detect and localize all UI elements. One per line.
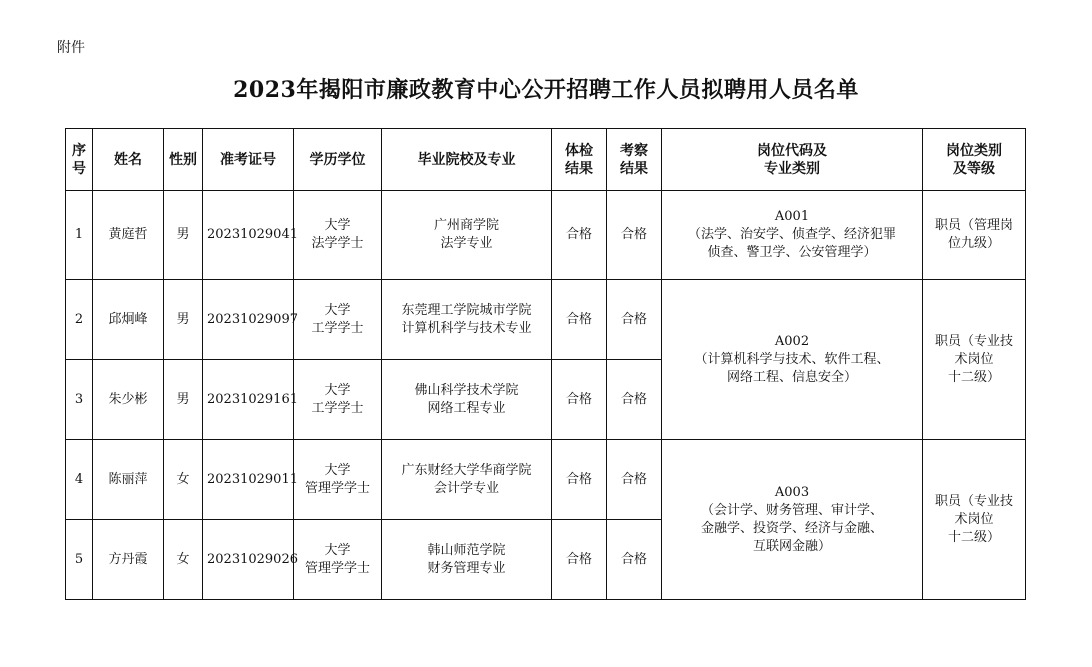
cell-no: 4: [66, 440, 93, 520]
candidate-table: [65, 128, 1026, 600]
cell-position-category: 职员（管理岗 位九级）: [923, 191, 1026, 280]
cell-name: 邱炯峰: [93, 280, 164, 360]
cell-medical: 合格: [552, 280, 607, 360]
table-header-row: [66, 129, 1026, 191]
header-name: 姓名: [93, 129, 164, 191]
document-title: 2023年揭阳市廉政教育中心公开招聘工作人员拟聘用人员名单: [233, 77, 859, 103]
cell-position-category: 职员（专业技 术岗位 十二级）: [923, 440, 1026, 600]
cell-exam-id: 20231029097: [203, 280, 294, 360]
cell-school: 佛山科学技术学院 网络工程专业: [382, 360, 552, 440]
cell-school: 广东财经大学华商学院 会计学专业: [382, 440, 552, 520]
cell-gender: 男: [164, 280, 203, 360]
cell-school: 广州商学院 法学专业: [382, 191, 552, 280]
table-row: [66, 280, 1026, 360]
cell-exam-id: 20231029041: [203, 191, 294, 280]
cell-education: 大学 工学学士: [294, 280, 382, 360]
cell-school: 东莞理工学院城市学院 计算机科学与技术专业: [382, 280, 552, 360]
cell-inspection: 合格: [607, 191, 662, 280]
cell-education: 大学 管理学学士: [294, 440, 382, 520]
header-position-category: 岗位类别 及等级: [923, 129, 1026, 191]
cell-no: 3: [66, 360, 93, 440]
header-gender: 性别: [164, 129, 203, 191]
cell-inspection: 合格: [607, 280, 662, 360]
cell-gender: 女: [164, 520, 203, 600]
header-medical: 体检 结果: [552, 129, 607, 191]
cell-inspection: 合格: [607, 360, 662, 440]
header-no: 序 号: [66, 129, 93, 191]
header-education: 学历学位: [294, 129, 382, 191]
header-position-code: 岗位代码及 专业类别: [662, 129, 923, 191]
cell-name: 黄庭哲: [93, 191, 164, 280]
cell-position-code: A001 （法学、治安学、侦查学、经济犯罪 侦查、警卫学、公安管理学）: [662, 191, 923, 280]
cell-medical: 合格: [552, 191, 607, 280]
cell-name: 朱少彬: [93, 360, 164, 440]
cell-gender: 男: [164, 360, 203, 440]
cell-gender: 男: [164, 191, 203, 280]
cell-medical: 合格: [552, 360, 607, 440]
cell-position-code: A003 （会计学、财务管理、审计学、 金融学、投资学、经济与金融、 互联网金融）: [662, 440, 923, 600]
table-row: [66, 191, 1026, 280]
cell-education: 大学 工学学士: [294, 360, 382, 440]
cell-school: 韩山师范学院 财务管理专业: [382, 520, 552, 600]
cell-exam-id: 20231029011: [203, 440, 294, 520]
cell-education: 大学 法学学士: [294, 191, 382, 280]
header-inspection: 考察 结果: [607, 129, 662, 191]
cell-name: 陈丽萍: [93, 440, 164, 520]
cell-position-category: 职员（专业技 术岗位 十二级）: [923, 280, 1026, 440]
cell-no: 2: [66, 280, 93, 360]
cell-exam-id: 20231029161: [203, 360, 294, 440]
cell-medical: 合格: [552, 520, 607, 600]
cell-inspection: 合格: [607, 520, 662, 600]
cell-inspection: 合格: [607, 440, 662, 520]
cell-no: 5: [66, 520, 93, 600]
cell-gender: 女: [164, 440, 203, 520]
cell-name: 方丹霞: [93, 520, 164, 600]
cell-no: 1: [66, 191, 93, 280]
header-exam-id: 准考证号: [203, 129, 294, 191]
attachment-label: 附件: [57, 40, 85, 56]
header-school: 毕业院校及专业: [382, 129, 552, 191]
cell-position-code: A002 （计算机科学与技术、软件工程、 网络工程、信息安全）: [662, 280, 923, 440]
cell-education: 大学 管理学学士: [294, 520, 382, 600]
cell-exam-id: 20231029026: [203, 520, 294, 600]
cell-medical: 合格: [552, 440, 607, 520]
table-row: [66, 440, 1026, 520]
